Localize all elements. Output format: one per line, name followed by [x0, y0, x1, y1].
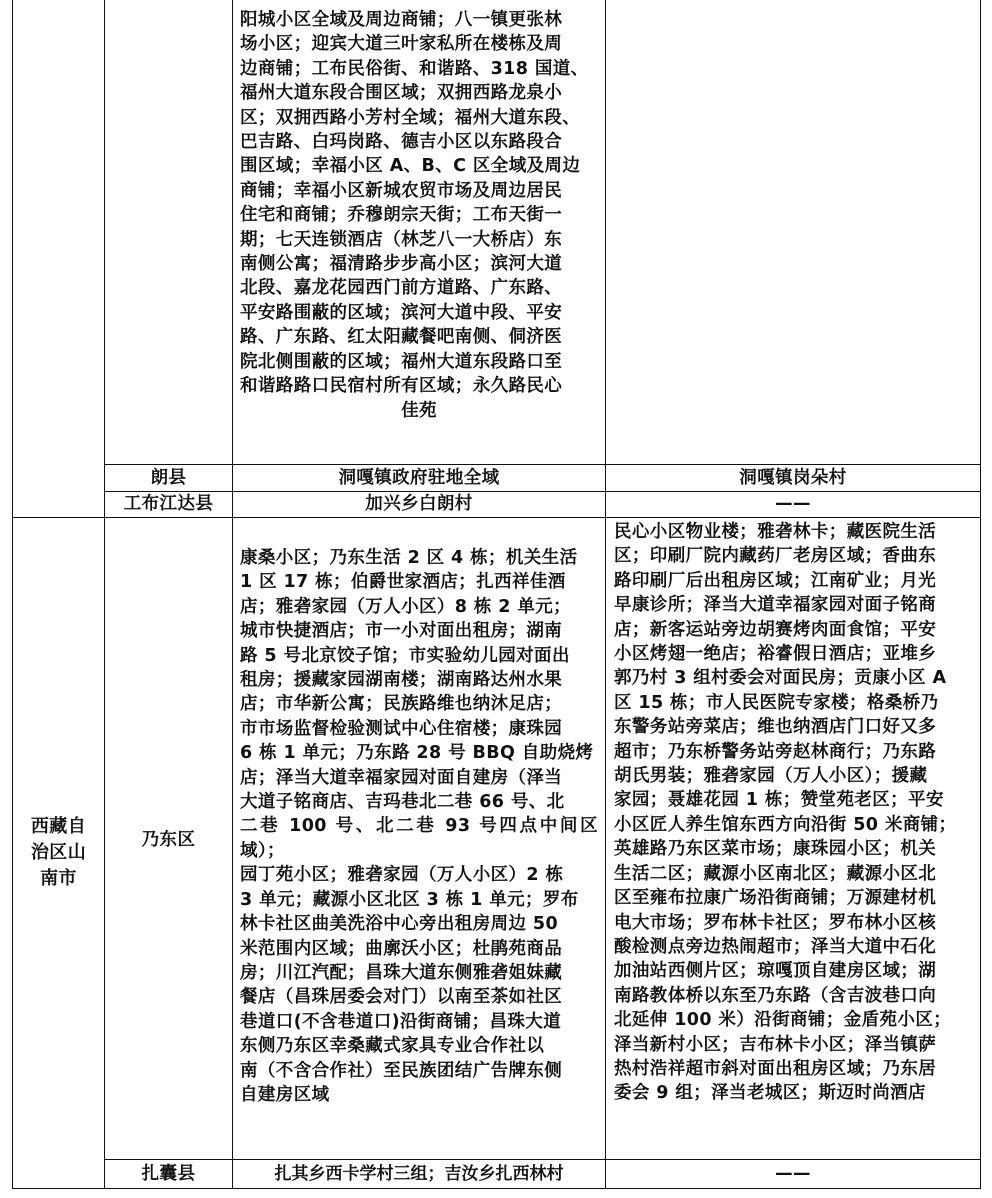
county-name: 扎囊县	[141, 1163, 196, 1184]
region-name-line: 治区山	[30, 842, 87, 863]
text-line: 城市快捷酒店；市一小对面出租房；湖南	[240, 621, 563, 642]
dash-placeholder: ——	[775, 494, 811, 515]
text-line: 北段、嘉龙花园西门前方道路、广东路、	[240, 278, 563, 299]
text-line: 店；市华新公寓；民族路维也纳沐足店；	[240, 694, 563, 715]
text-line: 场小区；迎宾大道三叶家私所在楼栋及周	[240, 34, 563, 55]
text-line: 南（不含合作社）至民族团结广告牌东侧	[240, 1060, 563, 1081]
text-line: 北延伸 100 米）沿街商铺；金盾苑小区；	[614, 1010, 952, 1031]
text-line: 店；泽当大道幸福家园对面自建房（泽当	[240, 767, 563, 788]
table-border-left	[12, 0, 13, 1189]
naidong-medium-risk	[614, 520, 974, 1158]
gongbu-high-risk	[233, 492, 605, 517]
text-line: 3 单元；藏源小区北区 3 栋 1 单元；罗布	[240, 889, 579, 910]
text-line: 米范围内区域；曲廓沃小区；杜鹃苑商品	[240, 938, 563, 959]
text-line: 餐店（昌珠居委会对门）以南至茶如社区	[240, 987, 563, 1008]
text-line: 平安路围蔽的区域；滨河大道中段、平安	[240, 302, 563, 323]
text-line: 英雄路乃东区菜市场；康珠园小区；机关	[614, 839, 937, 860]
text-line: 路印刷厂后出租房区域；江南矿业；月光	[614, 570, 937, 591]
text-line: 酸检测点旁边热闹超市；泽当大道中石化	[614, 936, 937, 957]
county-name: 朗县	[150, 467, 187, 488]
text-line: 超市；乃东桥警务站旁赵林商行；乃东路	[614, 741, 937, 762]
table-border-bottom	[12, 1188, 981, 1189]
text-line: 福州大道东段合围区域；双拥西路龙泉小	[240, 83, 563, 104]
county-name: 乃东区	[141, 829, 196, 850]
region-name-line: 南市	[40, 868, 77, 889]
region-name-line: 西藏自	[30, 816, 87, 837]
text-line: 院北侧围蔽的区域；福州大道东段路口至	[240, 351, 563, 372]
text-line: 住宅和商铺；乔穆朗宗天街；工布天街一	[240, 205, 563, 226]
text-line: 和谐路路口民宿村所有区域；永久路民心	[240, 376, 563, 397]
text-line: 6 栋 1 单元；乃东路 28 号 BBQ 自助烧烤	[240, 743, 594, 764]
text-line: 区；双拥西路小芳村全域；福州大道东段、	[240, 107, 581, 128]
county-gongbujiangda	[105, 492, 232, 517]
text-line: 区 15 栋；市人民医院专家楼；格桑桥乃	[614, 692, 939, 713]
text-line: 租房；援藏家园湖南楼；湖南路达州水果	[240, 670, 563, 691]
text-line: 商铺；幸福小区新城农贸市场及周边居民	[240, 180, 563, 201]
text-line: 边商铺；工布民俗街、和谐路、318 国道、	[240, 58, 589, 79]
column-divider-county	[232, 0, 233, 1189]
text-line: 路、广东路、红太阳藏餐吧南侧、侗济医	[240, 327, 563, 348]
row-divider	[12, 517, 981, 518]
text-line: 小区烤翅一绝店；裕睿假日酒店；亚堆乡	[614, 644, 937, 665]
text-line: 东侧乃东区幸桑藏式家具专业合作社以	[240, 1036, 545, 1057]
gongbu-medium-risk	[606, 492, 980, 517]
naidong-high-risk	[240, 546, 598, 1126]
location-text: 扎其乡西卡学村三组；吉汝乡扎西林村	[274, 1163, 564, 1184]
text-line: 期；七天连锁酒店（林芝八一大桥店）东	[240, 229, 563, 250]
text-line: 佳苑	[401, 400, 437, 421]
text-line: 1 区 17 栋；伯爵世家酒店；扎西祥佳酒	[240, 572, 566, 593]
text-line: 委会 9 组；泽当老城区；斯迈时尚酒店	[614, 1083, 926, 1104]
county-naidong	[105, 826, 232, 854]
text-line: 店；雅砻家园（万人小区）8 栋 2 单元；	[240, 596, 572, 617]
text-line: 市市场监督检验测试中心住宿楼；康珠园	[240, 718, 563, 739]
text-line: 阳城小区全域及周边商铺；八一镇更张林	[240, 10, 563, 30]
text-line: 南路教体桥以东至乃东路（含吉波巷口向	[614, 985, 937, 1006]
text-line: 胡氏男装；雅砻家园（万人小区）；援藏	[614, 766, 928, 787]
text-line: 加油站西侧片区；琼嘎顶自建房区域；湖	[614, 961, 937, 982]
county-zhanang	[105, 1160, 232, 1188]
text-line: 围区域；幸福小区 A、B、C 区全域及周边	[240, 156, 581, 177]
text-line: 南侧公寓；福清路步步高小区；滨河大道	[240, 254, 563, 275]
text-line: 早康诊所；泽当大道幸福家园对面子铭商	[614, 595, 937, 616]
text-line: 小区匠人养生馆东西方向沿街 50 米商铺；	[614, 814, 957, 835]
text-line: 热村浩祥超市斜对面出租房区域；乃东居	[614, 1058, 937, 1079]
dash-placeholder: ——	[775, 1163, 811, 1184]
location-text: 洞嘎镇岗朵村	[739, 467, 847, 488]
top-block-locations	[240, 8, 598, 463]
text-line: 生活二区；藏源小区南北区；藏源小区北	[614, 863, 937, 884]
text-line: 自建房区域	[240, 1084, 330, 1105]
text-line: 二巷 100 号、北二巷 93 号四点中间区域）；	[240, 816, 598, 861]
location-text: 洞嘎镇政府驻地全域	[338, 467, 500, 488]
text-line: 电大市场；罗布林卡社区；罗布林小区核	[614, 912, 937, 933]
county-langxian	[105, 465, 232, 491]
county-name: 工布江达县	[123, 494, 214, 515]
text-line: 巷道口(不含巷道口)沿街商铺；昌珠大道	[240, 1011, 562, 1032]
text-line: 房；川江汽配；昌珠大道东侧雅砻姐妹藏	[240, 962, 563, 983]
text-line: 区；印刷厂院内藏药厂老房区域；香曲东	[614, 546, 937, 567]
column-divider-main	[605, 0, 606, 1189]
text-line: 郭乃村 3 组村委会对面民房；贡康小区 A	[614, 668, 947, 689]
text-line: 巴吉路、白玛岗路、德吉小区以东路段合	[240, 132, 563, 153]
zhanang-high-risk	[233, 1160, 605, 1188]
location-text: 加兴乡白朗村	[365, 494, 473, 515]
langxian-medium-risk	[606, 465, 980, 491]
text-line: 店；新客运站旁边胡赛烤肉面食馆；平安	[614, 619, 937, 640]
text-line: 家园；聂雄花园 1 栋；赞堂苑老区；平安	[614, 790, 944, 811]
region-shannan	[14, 814, 103, 894]
text-line: 路 5 号北京饺子馆；市实验幼儿园对面出	[240, 645, 570, 666]
text-line: 大道子铭商店、吉玛巷北二巷 66 号、北	[240, 792, 565, 813]
text-line: 区至雍布拉康广场沿街商铺；万源建材机	[614, 888, 937, 909]
text-line: 泽当新村小区；吉布林卡小区；泽当镇萨	[614, 1034, 937, 1055]
text-line: 园丁苑小区；雅砻家园（万人小区）2 栋	[240, 865, 564, 886]
text-line: 民心小区物业楼；雅砻林卡；藏医院生活	[614, 522, 937, 542]
column-divider-region	[104, 0, 105, 1189]
text-line: 东警务站旁菜店；维也纳酒店门口好又多	[614, 717, 937, 738]
zhanang-medium-risk	[606, 1160, 980, 1188]
text-line: 康桑小区；乃东生活 2 区 4 栋；机关生活	[240, 548, 578, 568]
text-line: 林卡社区曲美洗浴中心旁出租房周边 50	[240, 914, 559, 935]
table-border-right	[980, 0, 981, 1189]
langxian-high-risk	[233, 465, 605, 491]
